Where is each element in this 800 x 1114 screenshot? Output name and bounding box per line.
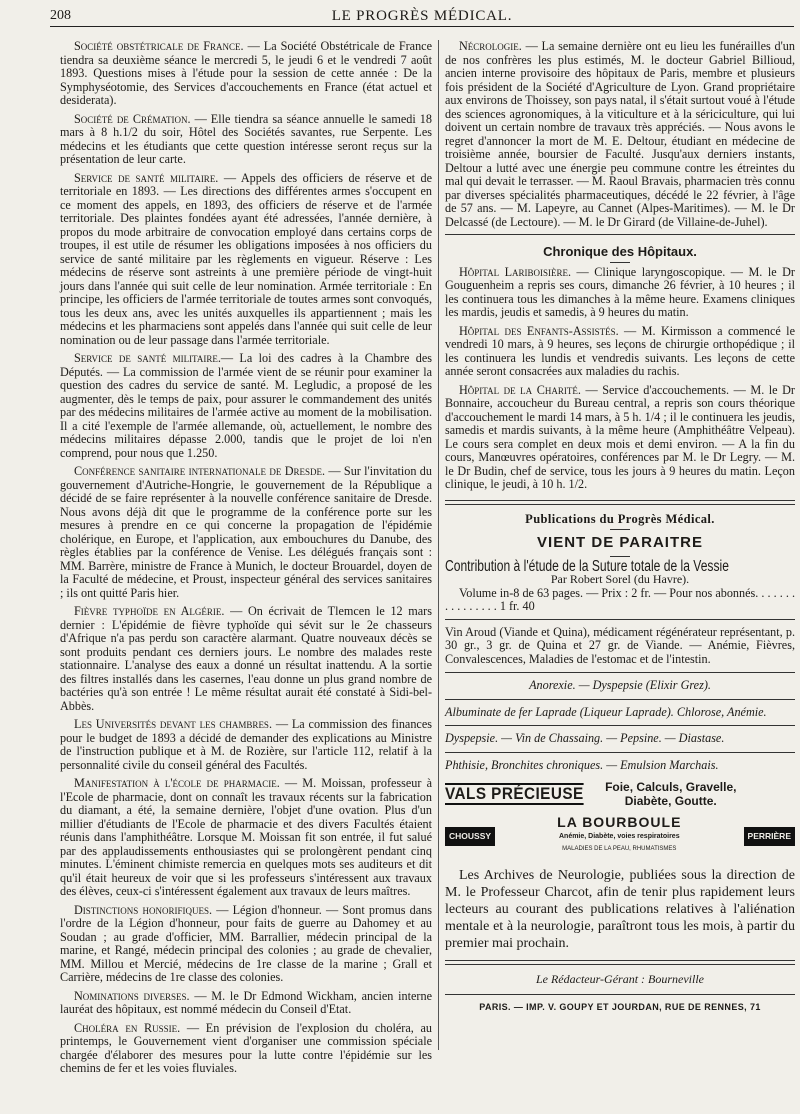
redacteur-gerant: Le Rédacteur-Gérant : Bourneville [535,971,705,986]
ad-vin-aroud: Vin Aroud (Viande et Quina), médicament régénérateur représentant, p. 30 gr., 3 gr. de Quina et 27 gr. de Viande. — Anémie, Fièvres, Convalescences, Maladies de l'estomac et de l'intestin. [445,624,795,666]
divider [445,672,795,673]
divider [445,234,795,235]
news-item: Fièvre typhoïde en Algérie. — On écrivait de Tlemcen le 12 mars dernier : L'épidémie de fièvre typhoïde qui sévit sur le 2e chasseurs d'Afrique n'a pas perdu son caractère alarmant. Quatre nouveaux décès se sont produits pendant ces derniers jours. Le nombre des malades reste stationnaire. L'analyse des eaux a donné un résultat inattendu. A la sortie des filtres installés dans les casernes, l'eau donne un plus grand nombre de bactéries qu'à son entrée ! Le même résultat aurait été constaté à Sidi-bel-Abbès. [60,604,432,713]
publications-heading: Publications du Progrès Médical. [525,511,715,526]
necrologie-item: Nécrologie. — La semaine dernière ont eu lieu les funérailles d'un de nos confrères les plus estimés, M. le docteur Gabriel Billioud, ancien interne provisoire des hôpitaux de Paris, membre et plusieurs fois président de la Société d'Agriculture de Lyon. Grand propriétaire aux environs de Thoissey, son pays natal, il s'était surtout voué à l'étude des sciences agronomiques, à la viticulture et à la sériciculture, qui lui doivent un certain nombre de travaux très appréciés. — Nous avons le regret d'annoncer la mort de M. E. Deltour, étudiant en médecine de troisième année, boursier de Faculté. Jusqu'aux derniers instants, Deltour a lutté avec une énergie peu commune contre les étreintes du mal qui devait le terrasser. — M. Raoul Bravais, pharmacien très connu par diverses spécialités pharmaceutiques, décédé le 22 février, à l'âge de 57 ans. — M. Lapeyre, au Cannet (Alpes-Maritimes). — M. le Dr Delcassé (de Lectoure). — M. le Dr Girard (de Villaine-de-Juhel). [445,39,795,229]
divider [445,699,795,700]
news-item: Société obstétricale de France. — La Société Obstétricale de France tiendra sa deuxième séance le mercredi 5, le jeudi 6 et le vendredi 7 août 1893. Questions mises à l'étude pour la session de cette année : De la Symphyséotomie, des Services d'accouchements en France (état actuel et desiderata). [60,39,432,107]
perriere-label: PERRIÈRE [744,827,795,847]
page-number: 208 [50,8,71,23]
news-item: Choléra en Russie. — En prévision de l'explosion du choléra, au printemps, le Gouvernement vient d'organiser une commission spéciale chargée d'élaborer des mesures pour la lutte contre l'épidémie sur les chemins de fer et les voies fluviales. [60,1020,432,1075]
news-item: Société de Crémation. — Elle tiendra sa séance annuelle le samedi 18 mars à 8 h.1/2 du soir, Hôtel des Sociétés savantes, rue Serpente. Les médecins et les étudiants que cette question intéresse seront reçus sur la présentation de leur carte. [60,111,432,166]
news-item: Service de santé militaire. — Appels des officiers de réserve et de territoriale en 1893. — Les directions des différentes armes s'occupent en ce moment des appels, en 1893, des officiers de réserve et de l'armée territoriale. Des plaintes fondées ayant été adressées, l'année dernière, à propos du mode arbitraire de convocation employé dans certains corps de troupes, il est utile de résumer les obligations imposées à nos officiers du service de santé militaire par les règlements en vigueur. Réserve : Les médecins de réserve sont astreints à une première période de vingt-huit jours dans l'année qui suit celle de leur nomination. Armée territoriale : En principe, les officiers de l'armée territoriale de toutes armes sont convoqués, tous les deux ans, avec les unités auxquelles ils appartiennent ; mais les médecins et les pharmaciens sont appelés dans l'année qui suit celle de leur nomination ou de leur passage dans l'armée territoriale. [60,170,432,347]
book-title: Contribution à l'étude de la Suture totale de la Vessie [445,557,729,575]
news-item: Nominations diverses. — M. le Dr Edmond Wickham, ancien interne lauréat des hôpitaux, est nommé médecin du Conseil d'Etat. [60,988,432,1016]
ad-grez: Anorexie. — Dyspepsie (Elixir Grez). [529,678,711,692]
divider [445,994,795,995]
choussy-label: CHOUSSY [445,827,495,847]
vient-de-paraitre: VIENT DE PARAITRE [537,534,703,551]
page-header [50,4,794,27]
left-column [60,40,432,1081]
bourboule-indications: Anémie, Diabète, voies respiratoires [558,832,680,840]
column-divider [438,40,439,1050]
ad-marchais: Phthisie, Bronchites chroniques. — Emulsion Marchais. [445,757,719,772]
vals-indications: Foie, Calculs, Gravelle, Diabète, Goutte. [605,780,737,808]
book-price: Volume in-8 de 63 pages. — Prix : 2 fr. — Pour nos abonnés. . . . . . . . . . . . . . . . 1 fr. 40 [445,585,795,613]
ad-chassaing: Dyspepsie. — Vin de Chassaing. — Pepsine. — Diastase. [445,731,725,745]
vals-name: VALS PRÉCIEUSE [445,784,584,804]
double-divider [445,960,795,965]
chronique-item: Hôpital de la Charité. — Service d'accouchements. — M. le Dr Bonnaire, accoucheur du Bureau central, a repris son cours théorique d'accouchement le mardi 14 mars, à 5 h. 1/4 ; il le continuera les jeudis, samedis et mardis suivants, à la même heure (Amphithéâtre Velpeau). Le cours sera complet en deux mois et demi environ. — A la fin du cours, Manœuvres opératoires, conférences par M. le Dr Legry. — M. le Dr Budin, chef de service, tous les jours à 9 heures du matin. Leçon clinique, le jeudi, à 10 h. 1/2. [445,382,795,491]
divider [445,752,795,753]
chronique-item: Hôpital Lariboisière. — Clinique laryngoscopique. — M. le Dr Gouguenheim a repris ses cours, dimanche 26 février, à 10 heures ; il les continuera tous les dimanches à la même heure. Examens cliniques les mardis, jeudis et samedis, à 9 heures du matin. [445,264,795,319]
chronique-item: Hôpital des Enfants-Assistés. — M. Kirmisson a commencé le vendredi 10 mars, à 9 heures, ses leçons de chirurgie orthopédique ; il les continuera les lundis et vendredis suivants. Les leçons de cette année seront consacrées aux maladies du rachis. [445,323,795,378]
news-item: Les Universités devant les chambres. — La commission des finances pour le budget de 1893 a décidé de demander des explications au Ministre de l'instruction publique et à M. de Rozière, sur l'article 112, relatif à la personnalité civile du conseil général des Facultés. [60,717,432,772]
news-item: Distinctions honorifiques. — Légion d'honneur. — Sont promus dans l'ordre de la Légion d'honneur, pour faits de guerre au Dahomey et au Soudan ; au grade d'officier, MM. Barrallier, médecin principal de la marine, et Rangé, médecin principal des colonies ; au grade de chevalier, MM. Millou et Mercié, médecins de 1re classe de la marine ; Grall et Carrière, médecins de 1re classe des colonies. [60,902,432,984]
bourboule-advert [445,816,795,857]
divider [610,529,630,530]
divider [445,725,795,726]
double-divider [445,500,795,505]
news-item: Conférence sanitaire internationale de Dresde. — Sur l'invitation du gouvernement d'Autriche-Hongrie, le gouvernement de la République a décidé de se faire représenter à la nouvelle conférence sanitaire de Dresde. Nous avons déjà dit que le programme de la conférence porte sur les mesures à prendre en ce qui concerne la propagation de l'épidémie cholérique, en Europe, et l'application, aux embouchures du Danube, des règles établies par la conférence de Venise. Les délégués français sont : MM. Barrère, ministre de France à Munich, le docteur Brouardel, doyen de la Faculté de médecine, et Proust, inspecteur général des services sanitaires ; ils ont quitté Paris hier. [60,464,432,600]
chronique-heading: Chronique des Hôpitaux. [543,244,697,259]
news-item: Service de santé militaire.— La loi des cadres à la Chambre des Députés. — La commission de l'armée vient de se réunir pour examiner la question des cadres du service de santé. M. Legludic, a proposé de les augmenter, dès le temps de paix, pour assurer le commandement des unités par des médecins militaires de l'armée active au moment de la mobilisation. Il a cité l'exemple de l'armée allemande, où, actuellement, le nombre des médecins militaires dépasse 2.000, tandis que le projet de loi n'en comprend, pour nous que 1.250. [60,351,432,460]
right-column [445,40,795,1015]
archives-notice: Les Archives de Neurologie, publiées sous la direction de M. le Professeur Charcot, afin de tenir plus rapidement leurs lecteurs au courant des publications relatives à l'aliénation mentale et à la neurologie, paraîtront tous les mois, à partir du premier mai prochain. [445,867,795,951]
bourboule-center [495,816,743,857]
book-author: Par Robert Sorel (du Havre). [550,572,690,586]
divider [445,619,795,620]
divider [610,556,630,557]
divider [610,262,630,263]
bourboule-name: LA BOURBOULE [557,814,682,830]
vals-advert [445,780,795,808]
bourboule-indications-2: MALADIES DE LA PEAU, RHUMATISMES [562,846,677,852]
printer-line: PARIS. — IMP. V. GOUPY ET JOURDAN, RUE DE RENNES, 71 [479,1002,761,1012]
journal-title: LE PROGRÈS MÉDICAL. [331,8,513,24]
ad-laprade: Albuminate de fer Laprade (Liqueur Laprade). Chlorose, Anémie. [445,704,767,719]
news-item: Manifestation à l'école de pharmacie. — M. Moissan, professeur à l'Ecole de pharmacie, dont on connaît les travaux récents sur la fabrication du diamant, a été, la semaine dernière, l'objet d'une ovation. Plus d'un millier d'étudiants de l'Ecole de pharmacie et des divers Facultés étaient réunis dans l'amphithéâtre. Lorsque M. Moissan fit son entrée, il fut salué par des applaudissements enthousiastes qui se prolongèrent pendant cinq minutes. L'éminent chimiste remercia en quelques mots ses auditeurs et dit qu'il était heureux de voir que si les professeurs s'intéressent aux travaux des élèves, ceux-ci s'intéressent également aux travaux de leurs maîtres. [60,776,432,898]
